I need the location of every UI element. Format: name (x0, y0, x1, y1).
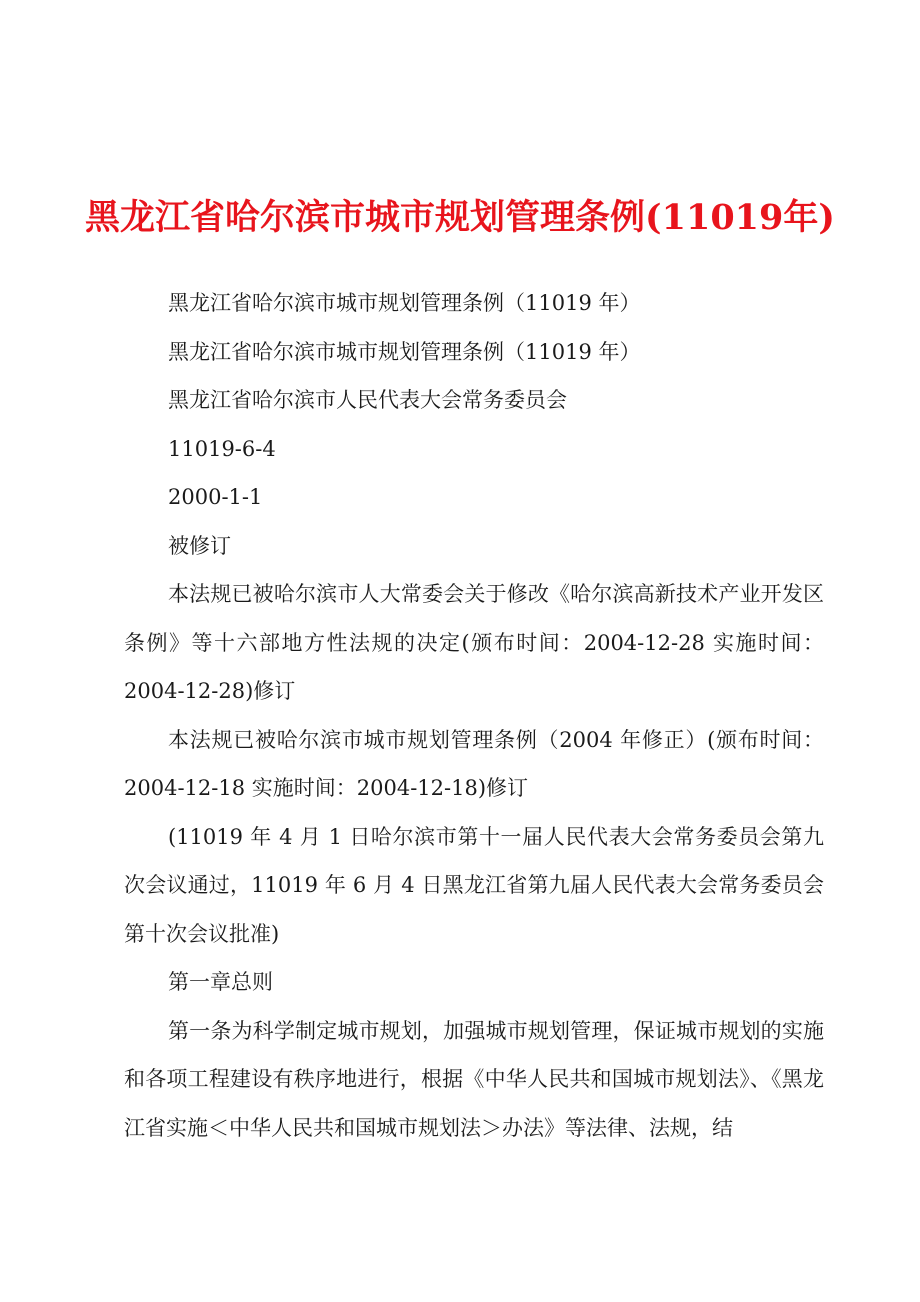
paragraph-issuing-body: 黑龙江省哈尔滨市人民代表大会常务委员会 (168, 388, 567, 412)
paragraph-title-repeat-2: 黑龙江省哈尔滨市城市规划管理条例（11019 年） (168, 339, 641, 364)
paragraph-effective-date: 2000-1-1 (168, 485, 263, 509)
paragraph-revision-note-2: 本法规已被哈尔滨市城市规划管理条例（2004 年修正）(颁布时间：2004-12-18 实施时间：2004-12-18)修订 (124, 727, 824, 800)
paragraph-issue-date: 11019-6-4 (168, 436, 276, 461)
paragraph-revision-note-1: 本法规已被哈尔滨市人大常委会关于修改《哈尔滨高新技术产业开发区条例》等十六部地方性法规的决定(颁布时间：2004-12-28 实施时间：2004-12-28)修订 (124, 582, 824, 703)
paragraph-title-repeat-1: 黑龙江省哈尔滨市城市规划管理条例（11019 年） (168, 291, 641, 315)
paragraph-status: 被修订 (168, 533, 231, 558)
paragraph-adoption-note: (11019 年 4 月 1 日哈尔滨市第十一届人民代表大会常务委员会第九次会议通过，11019 年 6 月 4 日黑龙江省第九届人民代表大会常务委员会第十次会议批准) (124, 824, 824, 946)
document-body (124, 279, 824, 1152)
chapter-heading: 第一章总则 (168, 970, 273, 994)
document-title: 黑龙江省哈尔滨市城市规划管理条例(11019年) (85, 197, 835, 238)
paragraph-article-1: 第一条为科学制定城市规划，加强城市规划管理，保证城市规划的实施和各项工程建设有秩序地进行，根据《中华人民共和国城市规划法》、《黑龙江省实施＜中华人民共和国城市规划法＞办法》等法律、法规，结 (124, 1018, 824, 1140)
